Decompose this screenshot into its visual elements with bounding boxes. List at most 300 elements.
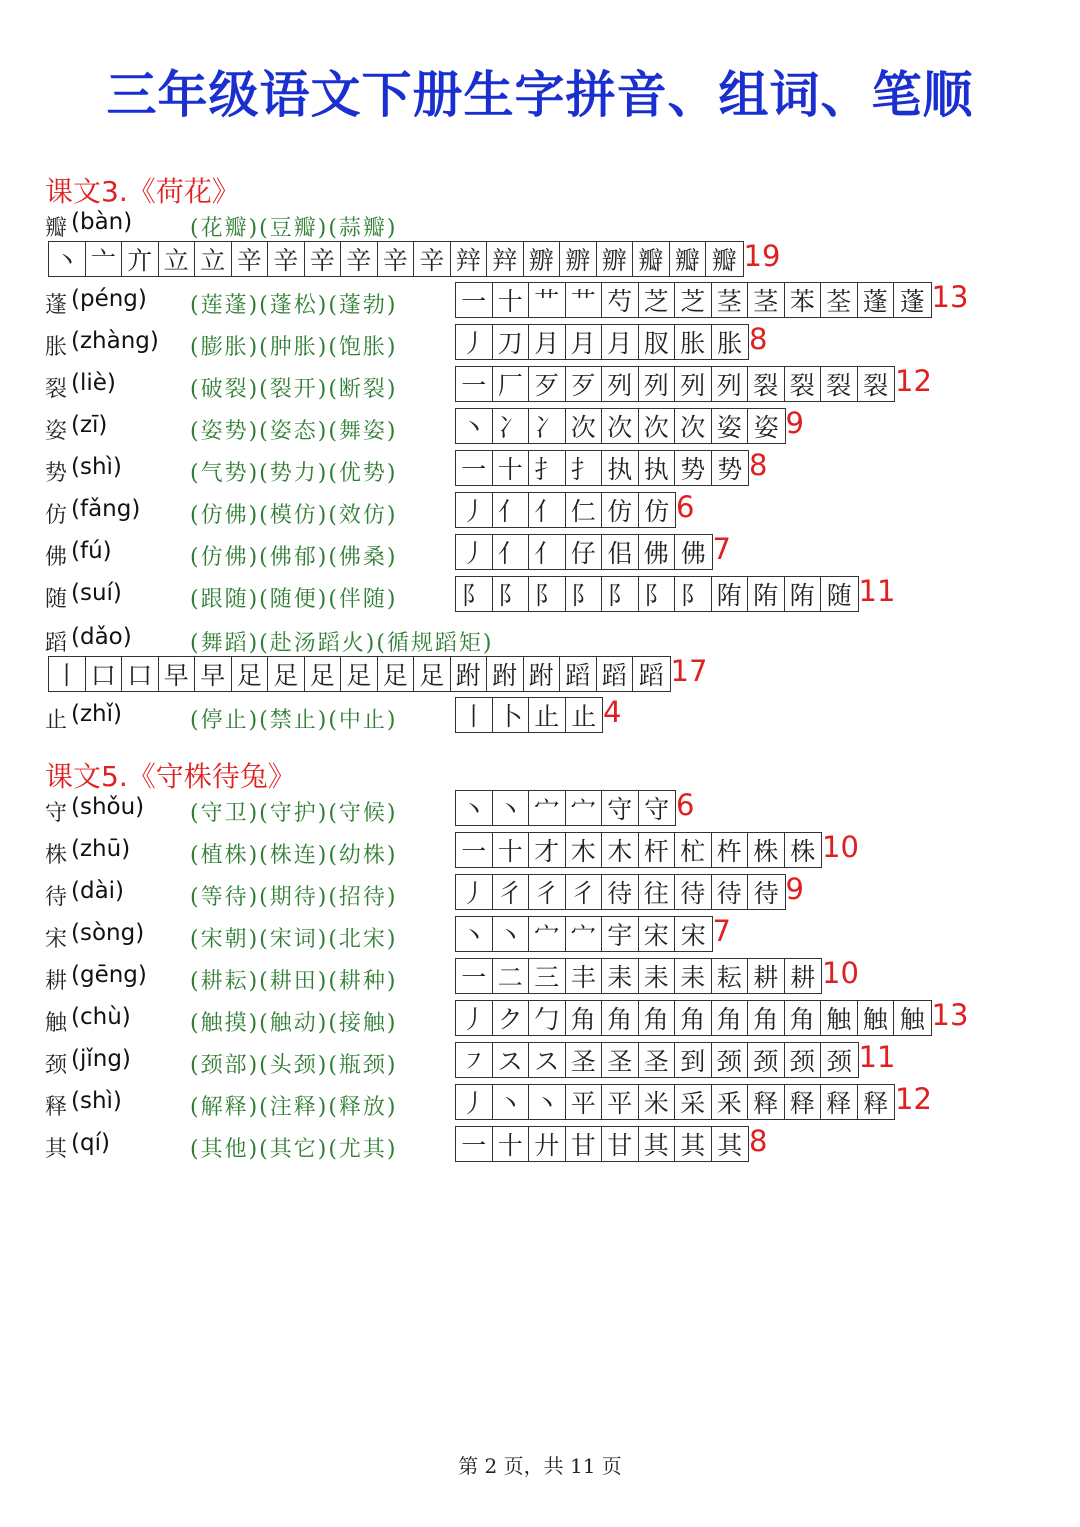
- stroke-cell: 阝: [529, 577, 566, 611]
- stroke-cell: 阝: [602, 577, 639, 611]
- entry-character: 颈: [45, 1053, 68, 1078]
- stroke-cell: 丿: [456, 493, 493, 527]
- stroke-cell: 止: [529, 698, 566, 732]
- entry-words: (破裂)(裂开)(断裂): [190, 377, 398, 402]
- stroke-order-grid: [455, 282, 932, 318]
- lesson-heading: 课文3.《荷花》: [45, 175, 240, 208]
- stroke-cell: 冫: [493, 409, 530, 443]
- entry-character: 胀: [45, 335, 68, 360]
- stroke-count: 9: [785, 872, 804, 906]
- stroke-cell: 厂: [493, 367, 530, 401]
- entry-words: (等待)(期待)(招待): [190, 885, 398, 910]
- entry-pinyin: (bàn): [71, 209, 133, 235]
- stroke-cell: 彳: [566, 875, 603, 909]
- stroke-order-grid: [455, 1000, 932, 1036]
- entry-words: (跟随)(随便)(伴随): [190, 587, 398, 612]
- stroke-cell: 芝: [675, 283, 712, 317]
- char-entry: [45, 832, 1055, 872]
- entry-pinyin: (fú): [71, 538, 112, 564]
- stroke-cell: 米: [639, 1085, 676, 1119]
- stroke-cell: 辛: [232, 242, 269, 276]
- stroke-cell: 陏: [748, 577, 785, 611]
- stroke-cell: 足: [232, 657, 269, 691]
- stroke-cell: 触: [821, 1001, 858, 1035]
- stroke-cell: 甘: [566, 1127, 603, 1161]
- stroke-cell: 口: [86, 657, 123, 691]
- stroke-cell: 耕: [790, 963, 816, 992]
- stroke-cell: 卜: [493, 698, 530, 732]
- entry-words: (莲蓬)(蓬松)(蓬勃): [190, 293, 398, 318]
- entry-pinyin: (gēng): [71, 962, 147, 988]
- stroke-count: 7: [712, 532, 731, 566]
- stroke-cell: 丶: [49, 242, 86, 276]
- stroke-cell: 丿: [456, 1085, 493, 1119]
- stroke-cell: 其: [639, 1127, 676, 1161]
- stroke-count: 9: [785, 406, 804, 440]
- stroke-order-grid: [455, 366, 895, 402]
- stroke-cell: 歹: [566, 367, 603, 401]
- stroke-cell: 姿: [753, 413, 779, 442]
- stroke-cell: 角: [675, 1001, 712, 1035]
- char-entry: [45, 576, 1055, 616]
- entry-character: 仿: [45, 503, 68, 528]
- stroke-order-grid: [455, 534, 713, 570]
- stroke-cell: 丿: [456, 325, 493, 359]
- entry-character: 势: [45, 461, 68, 486]
- stroke-cell: 执: [639, 451, 676, 485]
- entry-character: 随: [45, 587, 68, 612]
- stroke-cell: 芍: [602, 283, 639, 317]
- stroke-cell: 裂: [748, 367, 785, 401]
- entry-character: 株: [45, 843, 68, 868]
- stroke-cell: 佛: [639, 535, 676, 569]
- stroke-cell: 蓬: [899, 287, 925, 316]
- stroke-cell: 仁: [566, 493, 603, 527]
- stroke-cell: 耒: [639, 959, 676, 993]
- stroke-cell: 十: [493, 283, 530, 317]
- entry-character: 触: [45, 1011, 68, 1036]
- stroke-cell: 耕: [748, 959, 785, 993]
- stroke-cell: 待: [602, 875, 639, 909]
- entry-character: 佛: [45, 545, 68, 570]
- char-entry: [45, 324, 1055, 364]
- entry-character: 瓣: [45, 216, 68, 241]
- stroke-cell: 丶: [456, 917, 493, 951]
- stroke-cell: 辧: [524, 242, 561, 276]
- stroke-cell: 胀: [675, 325, 712, 359]
- entry-pinyin: (dài): [71, 878, 125, 904]
- stroke-cell: 足: [305, 657, 342, 691]
- stroke-cell: 木: [602, 833, 639, 867]
- entry-words: (颈部)(头颈)(瓶颈): [190, 1053, 398, 1078]
- stroke-cell: 阝: [493, 577, 530, 611]
- stroke-cell: 跗: [487, 657, 524, 691]
- stroke-order-grid: [455, 958, 822, 994]
- entry-pinyin: (shì): [71, 454, 122, 480]
- stroke-order-grid: [455, 832, 822, 868]
- entry-words: (姿势)(姿态)(舞姿): [190, 419, 398, 444]
- stroke-cell: 株: [748, 833, 785, 867]
- stroke-cell: 足: [268, 657, 305, 691]
- stroke-count: 4: [603, 695, 622, 729]
- stroke-cell: 勹: [529, 1001, 566, 1035]
- stroke-cell: 宀: [566, 917, 603, 951]
- stroke-cell: ス: [493, 1043, 530, 1077]
- stroke-cell: 陏: [712, 577, 749, 611]
- stroke-cell: 宀: [566, 791, 603, 825]
- stroke-cell: 角: [712, 1001, 749, 1035]
- stroke-cell: 其: [675, 1127, 712, 1161]
- stroke-order-grid: [455, 790, 676, 826]
- stroke-cell: 芝: [639, 283, 676, 317]
- stroke-cell: 杵: [712, 833, 749, 867]
- stroke-cell: 一: [456, 283, 493, 317]
- stroke-cell: 木: [566, 833, 603, 867]
- stroke-cell: 丨: [49, 657, 86, 691]
- entry-pinyin: (liè): [71, 370, 116, 396]
- stroke-cell: 阝: [639, 577, 676, 611]
- stroke-cell: 彳: [493, 875, 530, 909]
- stroke-cell: 次: [566, 409, 603, 443]
- stroke-cell: 株: [790, 837, 816, 866]
- stroke-cell: 止: [571, 702, 597, 731]
- stroke-order-grid: [455, 450, 749, 486]
- entry-character: 耕: [45, 969, 68, 994]
- stroke-cell: 耘: [712, 959, 749, 993]
- entry-pinyin: (zhàng): [71, 328, 159, 354]
- stroke-cell: 丰: [566, 959, 603, 993]
- entry-character: 宋: [45, 927, 68, 952]
- stroke-order-grid: [455, 576, 859, 612]
- entry-words: (舞蹈)(赴汤蹈火)(循规蹈矩): [190, 631, 494, 656]
- stroke-cell: 一: [456, 1127, 493, 1161]
- stroke-cell: 次: [639, 409, 676, 443]
- stroke-cell: 瓣: [711, 246, 737, 275]
- stroke-cell: 亻: [493, 493, 530, 527]
- stroke-cell: 释: [785, 1085, 822, 1119]
- stroke-cell: 裂: [863, 371, 889, 400]
- stroke-cell: 亻: [529, 493, 566, 527]
- stroke-cell: 姿: [712, 409, 749, 443]
- char-entry: [45, 205, 1055, 275]
- stroke-cell: 裂: [821, 367, 858, 401]
- stroke-count: 12: [895, 1082, 932, 1116]
- stroke-cell: 触: [858, 1001, 895, 1035]
- stroke-cell: 月: [529, 325, 566, 359]
- char-entry: [45, 534, 1055, 574]
- stroke-order-grid: [455, 916, 713, 952]
- stroke-count: 8: [749, 322, 768, 356]
- stroke-cell: 三: [529, 959, 566, 993]
- stroke-cell: 执: [602, 451, 639, 485]
- entry-character: 裂: [45, 377, 68, 402]
- stroke-order-grid: [48, 656, 671, 692]
- stroke-cell: 仿: [644, 497, 670, 526]
- entry-character: 待: [45, 885, 68, 910]
- page-footer: 第 2 页，共 11 页: [458, 1454, 622, 1478]
- entry-pinyin: (zhū): [71, 836, 131, 862]
- stroke-cell: 辧: [560, 242, 597, 276]
- stroke-count: 13: [931, 998, 969, 1032]
- stroke-cell: 宀: [529, 791, 566, 825]
- stroke-cell: 一: [456, 959, 493, 993]
- stroke-cell: 十: [493, 833, 530, 867]
- stroke-cell: 阝: [456, 577, 493, 611]
- entry-pinyin: (shǒu): [71, 794, 145, 820]
- entry-pinyin: (sòng): [71, 920, 145, 946]
- stroke-count: 11: [858, 574, 896, 608]
- stroke-cell: 蹈: [638, 661, 664, 690]
- stroke-cell: 列: [712, 367, 749, 401]
- entry-character: 守: [45, 801, 68, 826]
- stroke-cell: 辛: [378, 242, 415, 276]
- stroke-cell: 足: [414, 657, 451, 691]
- entry-words: (气势)(势力)(优势): [190, 461, 398, 486]
- entry-words: (仿佛)(模仿)(效仿): [190, 503, 398, 528]
- char-entry: [45, 790, 1055, 830]
- entry-pinyin: (qí): [71, 1130, 110, 1156]
- entry-pinyin: (dǎo): [71, 624, 132, 650]
- stroke-cell: 宇: [602, 917, 639, 951]
- stroke-cell: 丶: [456, 791, 493, 825]
- stroke-cell: 颈: [785, 1043, 822, 1077]
- stroke-count: 12: [895, 364, 932, 398]
- stroke-cell: 釆: [712, 1085, 749, 1119]
- stroke-cell: 早: [159, 657, 196, 691]
- stroke-cell: 角: [566, 1001, 603, 1035]
- stroke-cell: 一: [456, 833, 493, 867]
- stroke-cell: 辛: [305, 242, 342, 276]
- entry-words: (膨胀)(肿胀)(饱胀): [190, 335, 398, 360]
- stroke-count: 17: [670, 654, 708, 688]
- entry-words: (其他)(其它)(尤其): [190, 1137, 398, 1162]
- stroke-cell: 歹: [529, 367, 566, 401]
- stroke-cell: 宀: [529, 917, 566, 951]
- entry-words: (植株)(株连)(幼株): [190, 843, 398, 868]
- stroke-cell: 到: [675, 1043, 712, 1077]
- lesson-heading: 课文5.《守株待兔》: [45, 760, 296, 793]
- char-entry: [45, 366, 1055, 406]
- stroke-cell: 瓣: [633, 242, 670, 276]
- char-entry: [45, 958, 1055, 998]
- entry-character: 释: [45, 1095, 68, 1120]
- stroke-cell: 早: [195, 657, 232, 691]
- stroke-cell: 佀: [602, 535, 639, 569]
- page-title: 三年级语文下册生字拼音、组词、笔顺: [106, 66, 974, 124]
- char-entry: [45, 1084, 1055, 1124]
- stroke-cell: 一: [456, 451, 493, 485]
- stroke-order-grid: [48, 241, 744, 277]
- entry-pinyin: (jǐng): [71, 1046, 131, 1072]
- stroke-cell: 平: [602, 1085, 639, 1119]
- stroke-cell: ス: [529, 1043, 566, 1077]
- stroke-cell: 甘: [602, 1127, 639, 1161]
- stroke-cell: 守: [602, 791, 639, 825]
- stroke-count: 13: [931, 280, 969, 314]
- stroke-cell: 艹: [529, 283, 566, 317]
- entry-pinyin: (chù): [71, 1004, 131, 1030]
- stroke-cell: 阝: [566, 577, 603, 611]
- entry-character: 蹈: [45, 631, 68, 656]
- stroke-cell: 瓣: [670, 242, 707, 276]
- stroke-cell: 仔: [566, 535, 603, 569]
- stroke-cell: 次: [675, 409, 712, 443]
- stroke-cell: 肞: [639, 325, 676, 359]
- stroke-count: 6: [676, 788, 695, 822]
- entry-pinyin: (zhǐ): [71, 701, 122, 727]
- stroke-cell: 宋: [639, 917, 676, 951]
- stroke-cell: 角: [639, 1001, 676, 1035]
- stroke-cell: 跗: [524, 657, 561, 691]
- stroke-cell: 足: [341, 657, 378, 691]
- stroke-cell: 待: [712, 875, 749, 909]
- stroke-cell: 往: [639, 875, 676, 909]
- stroke-cell: 圣: [602, 1043, 639, 1077]
- stroke-cell: 十: [493, 451, 530, 485]
- stroke-cell: 裂: [785, 367, 822, 401]
- stroke-cell: 丿: [456, 875, 493, 909]
- stroke-cell: 颈: [748, 1043, 785, 1077]
- stroke-cell: 足: [378, 657, 415, 691]
- entry-words: (花瓣)(豆瓣)(蒜瓣): [190, 216, 398, 241]
- stroke-cell: 守: [644, 795, 670, 824]
- char-entry: [45, 697, 1055, 737]
- stroke-cell: 一: [456, 367, 493, 401]
- stroke-cell: 释: [863, 1089, 889, 1118]
- stroke-count: 7: [712, 914, 731, 948]
- stroke-cell: 月: [602, 325, 639, 359]
- stroke-cell: 扌: [529, 451, 566, 485]
- stroke-cell: 耒: [602, 959, 639, 993]
- stroke-cell: 阝: [675, 577, 712, 611]
- char-entry: [45, 1000, 1055, 1040]
- stroke-cell: 辛: [341, 242, 378, 276]
- stroke-cell: 月: [566, 325, 603, 359]
- stroke-cell: 蹈: [560, 657, 597, 691]
- stroke-order-grid: [455, 1126, 749, 1162]
- stroke-cell: 丨: [456, 698, 493, 732]
- stroke-order-grid: [455, 1084, 895, 1120]
- stroke-cell: 辡: [451, 242, 488, 276]
- stroke-cell: 势: [675, 451, 712, 485]
- entry-character: 其: [45, 1137, 68, 1162]
- entry-words: (停止)(禁止)(中止): [190, 708, 398, 733]
- stroke-cell: 亠: [86, 242, 123, 276]
- stroke-order-grid: [455, 697, 603, 733]
- stroke-count: 8: [749, 448, 768, 482]
- stroke-cell: 列: [639, 367, 676, 401]
- stroke-cell: 颈: [712, 1043, 749, 1077]
- stroke-cell: 辧: [597, 242, 634, 276]
- stroke-cell: 丿: [456, 1001, 493, 1035]
- stroke-cell: 丶: [529, 1085, 566, 1119]
- stroke-cell: 口: [122, 657, 159, 691]
- char-entry: [45, 1126, 1055, 1166]
- stroke-cell: 艹: [566, 283, 603, 317]
- stroke-count: 8: [749, 1124, 768, 1158]
- stroke-cell: 随: [826, 581, 852, 610]
- stroke-cell: 蹈: [597, 657, 634, 691]
- stroke-cell: 杆: [639, 833, 676, 867]
- stroke-cell: 丶: [493, 917, 530, 951]
- stroke-cell: 立: [159, 242, 196, 276]
- char-entry: [45, 874, 1055, 914]
- stroke-cell: 势: [717, 455, 743, 484]
- stroke-cell: 亻: [493, 535, 530, 569]
- stroke-count: 6: [676, 490, 695, 524]
- char-entry: [45, 282, 1055, 322]
- stroke-cell: 辛: [414, 242, 451, 276]
- stroke-cell: 冫: [529, 409, 566, 443]
- stroke-cell: 耒: [675, 959, 712, 993]
- stroke-cell: 释: [821, 1085, 858, 1119]
- stroke-cell: 列: [602, 367, 639, 401]
- stroke-cell: 平: [566, 1085, 603, 1119]
- entry-pinyin: (zī): [71, 412, 108, 438]
- stroke-cell: 圣: [566, 1043, 603, 1077]
- stroke-cell: ク: [493, 1001, 530, 1035]
- stroke-count: 11: [858, 1040, 896, 1074]
- stroke-cell: 待: [753, 879, 779, 908]
- stroke-cell: 采: [675, 1085, 712, 1119]
- stroke-cell: 列: [675, 367, 712, 401]
- stroke-cell: 辛: [268, 242, 305, 276]
- stroke-order-grid: [455, 324, 749, 360]
- stroke-cell: 杧: [675, 833, 712, 867]
- stroke-cell: 蓬: [858, 283, 895, 317]
- stroke-cell: 辡: [487, 242, 524, 276]
- stroke-cell: 跗: [451, 657, 488, 691]
- entry-words: (宋朝)(宋词)(北宋): [190, 927, 398, 952]
- char-entry: [45, 916, 1055, 956]
- stroke-cell: 廾: [529, 1127, 566, 1161]
- stroke-order-grid: [455, 874, 786, 910]
- entry-words: (仿佛)(佛郁)(佛桑): [190, 545, 398, 570]
- stroke-cell: 陏: [785, 577, 822, 611]
- stroke-cell: 胀: [717, 329, 743, 358]
- stroke-cell: 角: [602, 1001, 639, 1035]
- stroke-cell: 角: [748, 1001, 785, 1035]
- stroke-cell: 立: [195, 242, 232, 276]
- stroke-cell: 才: [529, 833, 566, 867]
- char-entry: [45, 450, 1055, 490]
- stroke-cell: 仿: [602, 493, 639, 527]
- stroke-cell: 亻: [529, 535, 566, 569]
- entry-pinyin: (suí): [71, 580, 122, 606]
- stroke-cell: 亣: [122, 242, 159, 276]
- stroke-order-grid: [455, 408, 786, 444]
- stroke-cell: 荃: [821, 283, 858, 317]
- stroke-cell: 丶: [493, 1085, 530, 1119]
- entry-pinyin: (fǎng): [71, 496, 141, 522]
- char-entry: [45, 492, 1055, 532]
- stroke-cell: 刀: [493, 325, 530, 359]
- stroke-order-grid: [455, 1042, 859, 1078]
- char-entry: [45, 620, 1055, 690]
- entry-words: (耕耘)(耕田)(耕种): [190, 969, 398, 994]
- stroke-cell: 丶: [456, 409, 493, 443]
- stroke-cell: 圣: [639, 1043, 676, 1077]
- stroke-cell: 其: [717, 1131, 743, 1160]
- stroke-count: 19: [743, 239, 781, 273]
- stroke-cell: 丶: [493, 791, 530, 825]
- stroke-cell: 角: [785, 1001, 822, 1035]
- stroke-order-grid: [455, 492, 676, 528]
- stroke-count: 10: [822, 830, 859, 864]
- entry-character: 姿: [45, 419, 68, 444]
- stroke-cell: 扌: [566, 451, 603, 485]
- stroke-cell: 丿: [456, 535, 493, 569]
